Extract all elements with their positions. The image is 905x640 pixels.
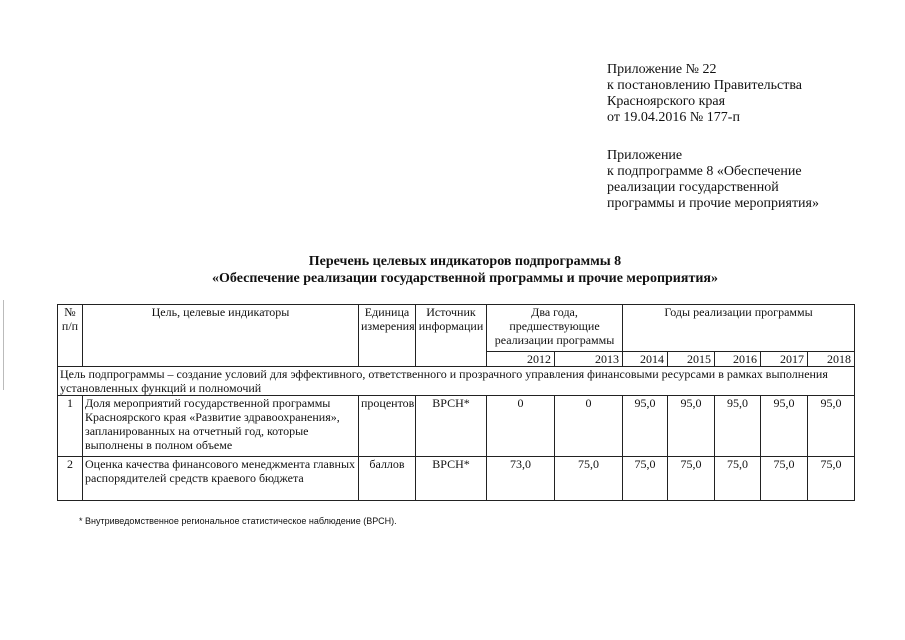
annex-main-line: к постановлению Правительства — [607, 78, 803, 93]
document-title-line-1: Перечень целевых индикаторов подпрограммы 8 — [308, 254, 622, 269]
value-cell: 0 — [555, 396, 623, 457]
annex-sub-line: Приложение — [607, 148, 683, 163]
value-cell: 0 — [487, 396, 555, 457]
header-previous-years: Два года, предшествующие реализации программы — [487, 305, 623, 352]
indicator-name: Оценка качества финансового менеджмента главных распорядителей средств краевого бюджета — [83, 457, 359, 501]
header-source: Источник информации — [416, 305, 487, 367]
footnote: * Внутриведомственное региональное статистическое наблюдение (ВРСН). — [79, 516, 397, 526]
header-unit: Единица измерения — [359, 305, 416, 367]
value-cell: 75,0 — [623, 457, 668, 501]
annex-sub-line: реализации государственной — [607, 180, 779, 195]
year-cell: 2017 — [761, 352, 808, 367]
year-cell: 2016 — [715, 352, 761, 367]
annex-sub-line: программы и прочие мероприятия» — [607, 196, 819, 211]
annex-main-heading — [607, 62, 802, 126]
indicator-unit: баллов — [359, 457, 416, 501]
row-number: 2 — [58, 457, 83, 501]
value-cell: 75,0 — [761, 457, 808, 501]
annex-main-line: от 19.04.2016 № 177-п — [607, 110, 740, 125]
annex-sub-heading — [607, 148, 819, 212]
annex-main-line: Приложение № 22 — [607, 62, 717, 77]
indicator-name: Доля мероприятий государственной программы Красноярского края «Развитие здравоохранения», запланированных на отчетный год, которые выполнены в полном объеме — [83, 396, 359, 457]
value-cell: 95,0 — [623, 396, 668, 457]
header-program-years: Годы реализации программы — [623, 305, 855, 352]
value-cell: 75,0 — [555, 457, 623, 501]
year-cell: 2012 — [487, 352, 555, 367]
value-cell: 95,0 — [668, 396, 715, 457]
year-cell: 2015 — [668, 352, 715, 367]
indicator-source: ВРСН* — [416, 457, 487, 501]
value-cell: 95,0 — [715, 396, 761, 457]
value-cell: 73,0 — [487, 457, 555, 501]
subprogram-goal-row: Цель подпрограммы – создание условий для эффективного, ответственного и прозрачного управления финансовыми ресурсами в рамках выполнения установленных функций и полномочий — [58, 367, 855, 396]
value-cell: 95,0 — [808, 396, 855, 457]
scan-edge-mark — [3, 300, 4, 390]
value-cell: 95,0 — [761, 396, 808, 457]
year-cell: 2013 — [555, 352, 623, 367]
annex-main-line: Красноярского края — [607, 94, 726, 109]
annex-sub-line: к подпрограмме 8 «Обеспечение — [607, 164, 802, 179]
year-cell: 2014 — [623, 352, 668, 367]
indicator-source: ВРСН* — [416, 396, 487, 457]
indicator-unit: процентов — [359, 396, 416, 457]
value-cell: 75,0 — [808, 457, 855, 501]
header-number: № п/п — [58, 305, 83, 367]
header-goal: Цель, целевые индикаторы — [83, 305, 359, 367]
document-title — [60, 253, 870, 287]
document-title-line-2: «Обеспечение реализации государственной программы и прочие мероприятия» — [212, 271, 718, 286]
indicators-table — [57, 304, 855, 501]
row-number: 1 — [58, 396, 83, 457]
value-cell: 75,0 — [715, 457, 761, 501]
value-cell: 75,0 — [668, 457, 715, 501]
year-cell: 2018 — [808, 352, 855, 367]
table-row — [58, 396, 855, 457]
table-row — [58, 457, 855, 501]
